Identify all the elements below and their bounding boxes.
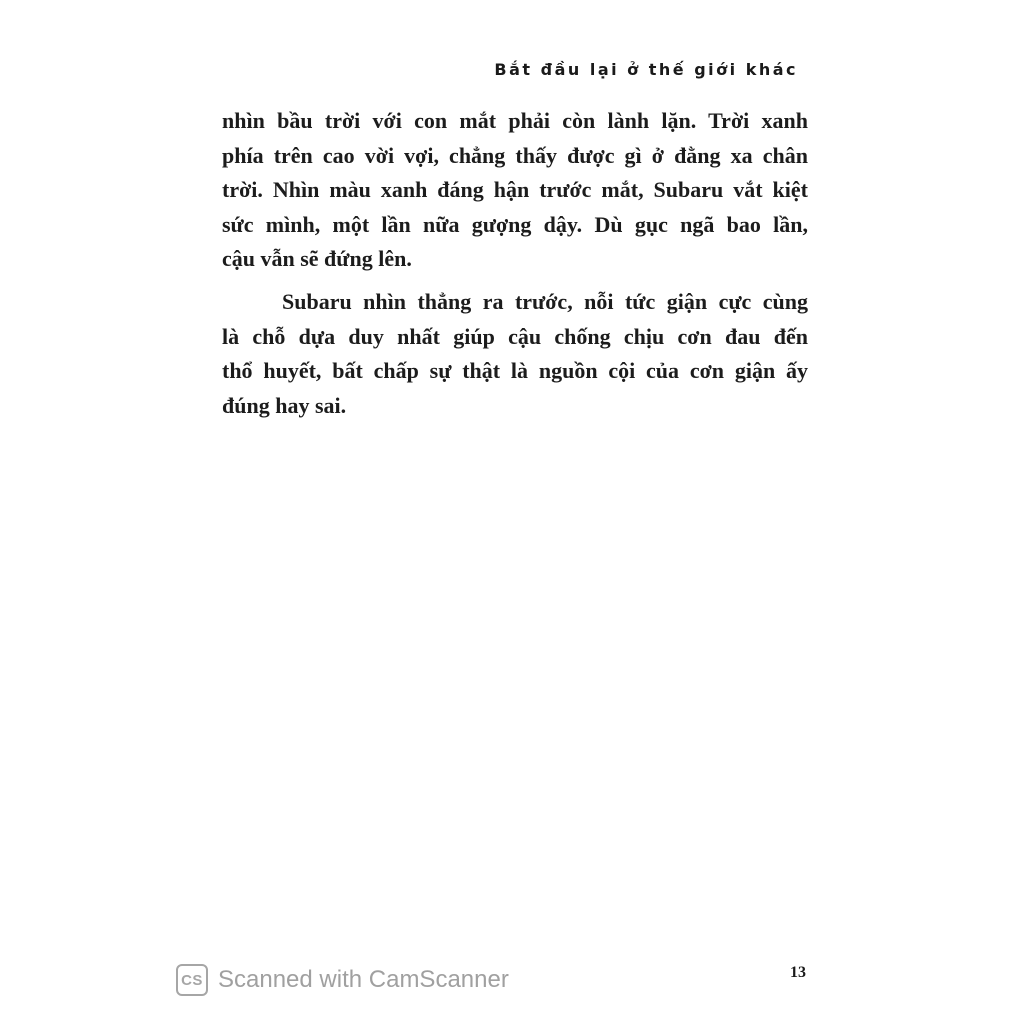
paragraph-1 bbox=[222, 104, 808, 277]
text-line: là chỗ dựa duy nhất giúp cậu chống chịu cơn đau đến bbox=[222, 323, 808, 349]
paragraph-2 bbox=[222, 285, 808, 423]
text-line: phía trên cao vời vợi, chẳng thấy được gì ở đằng xa chân bbox=[222, 142, 808, 168]
body-text bbox=[222, 104, 808, 423]
text-line: Subaru nhìn thẳng ra trước, nỗi tức giận cực cùng bbox=[282, 288, 808, 314]
text-line: cậu vẫn sẽ đứng lên. bbox=[222, 246, 412, 272]
text-line: đúng hay sai. bbox=[222, 392, 347, 418]
text-line: nhìn bầu trời với con mắt phải còn lành lặn. Trời xanh bbox=[222, 108, 808, 133]
running-header-title: Bắt đầu lại ở thế giới khác bbox=[494, 60, 798, 79]
text-line: trời. Nhìn màu xanh đáng hận trước mắt, Subaru vắt kiệt bbox=[222, 177, 808, 203]
text-line: sức mình, một lần nữa gượng dậy. Dù gục ngã bao lần, bbox=[222, 211, 808, 237]
page-number: 13 bbox=[790, 964, 806, 981]
camscanner-watermark bbox=[176, 964, 509, 996]
camscanner-logo-icon: CS bbox=[176, 964, 208, 996]
watermark-text: Scanned with CamScanner bbox=[218, 966, 509, 993]
text-line: thổ huyết, bất chấp sự thật là nguồn cội của cơn giận ấy bbox=[222, 358, 808, 384]
